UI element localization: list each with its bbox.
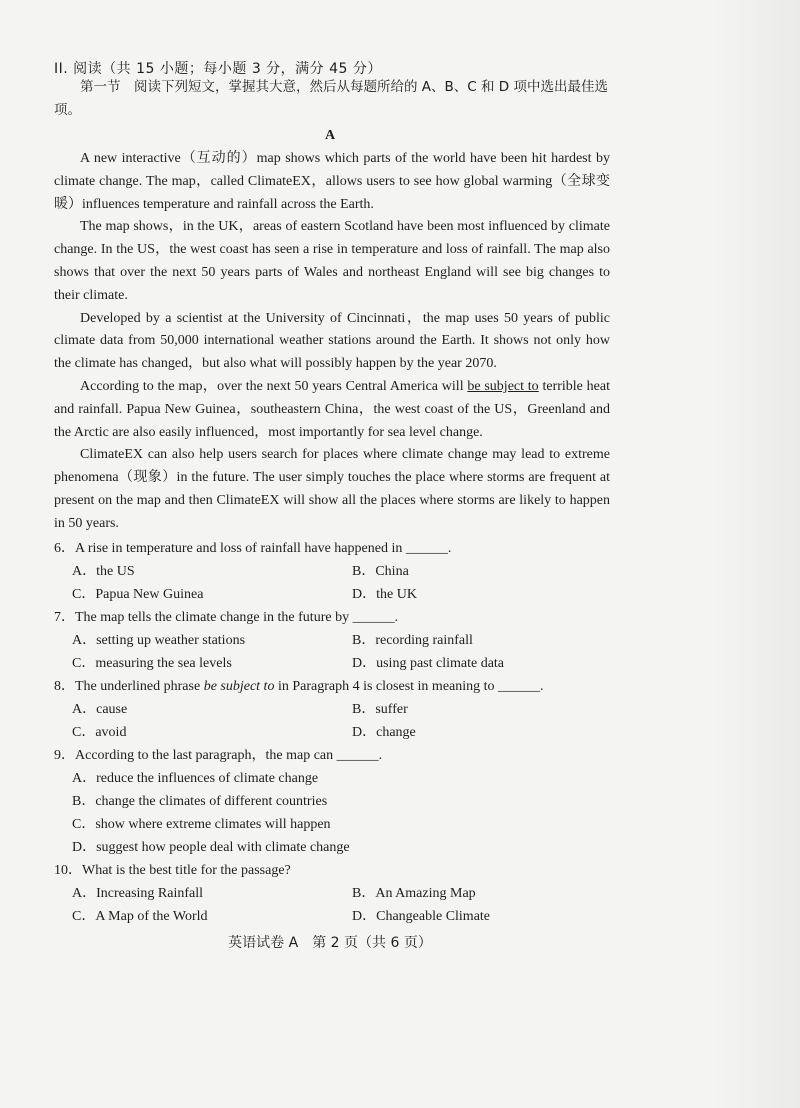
question-list: [54, 537, 624, 928]
passage-paragraph-2: The map shows，in the UK，areas of eastern Scotland have been most influenced by climate change. In the US，the west coast has seen a rise in temperature and loss of rainfall. The map also shows that over the next 50 years parts of Wales and northeast England will see big changes to their climate.: [54, 219, 610, 303]
question-9: [54, 744, 624, 859]
option-d[interactable]: D．the UK: [352, 587, 417, 602]
option-b[interactable]: B．change the climates of different countries: [72, 794, 328, 809]
question-stem: 6．A rise in temperature and loss of rainfall have happened in ______.: [54, 541, 452, 556]
option-d[interactable]: D．Changeable Climate: [352, 909, 491, 924]
stem-text-before: 8．The underlined phrase: [54, 679, 204, 694]
stem-italic-phrase: be subject to: [203, 679, 275, 694]
question-6: [54, 537, 624, 606]
option-a[interactable]: A．cause: [72, 702, 128, 717]
paragraph-4-text-before: According to the map，over the next 50 years Central America will: [80, 378, 468, 394]
option-a[interactable]: A．Increasing Rainfall: [72, 886, 204, 901]
passage-paragraph-3: Developed by a scientist at the University of Cincinnati，the map uses 50 years of public climate data from 50,000 international weather stations around the Earth. It shows not only how the climate has changed，but also what will possibly happen by the year 2070.: [54, 310, 610, 372]
reading-passage: [54, 148, 610, 536]
option-grid: [54, 560, 624, 606]
option-a[interactable]: A．setting up weather stations: [72, 633, 246, 648]
option-grid: [54, 882, 624, 928]
question-10: [54, 859, 624, 928]
option-b[interactable]: B．China: [352, 564, 409, 579]
question-7: [54, 606, 624, 675]
section-title: II. 阅读（共 15 小题；每小题 3 分，满分 45 分）: [54, 61, 382, 77]
question-8: [54, 675, 624, 744]
passage-label: A: [324, 128, 336, 143]
option-b[interactable]: B．recording rainfall: [352, 633, 473, 648]
underlined-phrase: be subject to: [467, 378, 539, 394]
option-b[interactable]: B．suffer: [352, 702, 408, 717]
passage-paragraph-4: [54, 376, 610, 444]
option-c[interactable]: C．Papua New Guinea: [72, 587, 204, 602]
option-list: [54, 767, 624, 859]
option-b[interactable]: B．An Amazing Map: [352, 886, 476, 901]
question-stem: [54, 675, 624, 698]
question-stem: 7．The map tells the climate change in the future by ______.: [54, 610, 399, 625]
question-stem: 10．What is the best title for the passage?: [54, 863, 291, 878]
option-d[interactable]: D．suggest how people deal with climate change: [72, 840, 350, 855]
section-instructions: 第一节 阅读下列短文，掌握其大意，然后从每题所给的 A、B、C 和 D 项中选出最佳选项。: [54, 79, 608, 118]
option-c[interactable]: C．avoid: [72, 725, 127, 740]
scan-shadow: [710, 0, 800, 1108]
passage-paragraph-5: ClimateEX can also help users search for places where climate change may lead to extreme phenomena（现象）in the future. The user simply touches the place where storms are frequent at present on the map and then ClimateEX will show all the places where storms are likely to happen in 50 years.: [54, 447, 610, 531]
option-c[interactable]: C．show where extreme climates will happen: [72, 817, 331, 832]
option-d[interactable]: D．using past climate data: [352, 656, 505, 671]
option-d[interactable]: D．change: [352, 725, 416, 740]
option-c[interactable]: C．measuring the sea levels: [72, 656, 232, 671]
option-a[interactable]: A．reduce the influences of climate change: [72, 771, 319, 786]
option-grid: [54, 629, 624, 675]
option-a[interactable]: A．the US: [72, 564, 135, 579]
passage-paragraph-1: A new interactive（互动的）map shows which parts of the world have been hit hardest by climate change. The map，called ClimateEX，allows users to see how global warming（全球变暖）influences temperature and rainfall across the Earth.: [54, 151, 610, 212]
question-stem: 9．According to the last paragraph，the map can ______.: [54, 748, 383, 763]
option-c[interactable]: C．A Map of the World: [72, 909, 208, 924]
stem-text-after: in Paragraph 4 is closest in meaning to ______.: [274, 679, 544, 694]
paragraph-4-text-after: terrible heat and rainfall. Papua New Guinea，southeastern China，the west coast of the US，Greenland and the Arctic are also easily influenced，most importantly for sea level change.: [54, 378, 610, 440]
page-footer: 英语试卷 A 第 2 页（共 6 页）: [228, 935, 432, 951]
option-grid: [54, 698, 624, 744]
